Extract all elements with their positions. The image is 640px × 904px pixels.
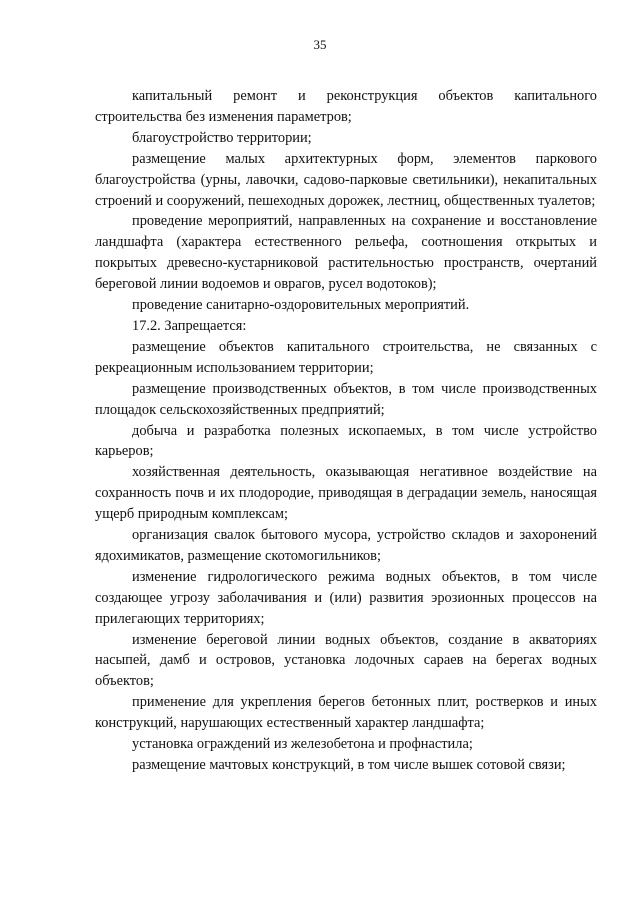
- paragraph: размещение мачтовых конструкций, в том числе вышек сотовой связи;: [132, 757, 566, 773]
- paragraph: применение для укрепления берегов бетонных плит, ростверков и иных конструкций, нарушающих естественный характер ландшафта;: [95, 694, 597, 732]
- paragraph: добыча и разработка полезных ископаемых, в том числе устройство карьеров;: [95, 422, 597, 460]
- paragraph: организация свалок бытового мусора, устройство складов и захоронений ядохимикатов, размещение скотомогильников;: [95, 527, 597, 564]
- paragraph: капитальный ремонт и реконструкция объектов капитального строительства без изменения параметров;: [95, 88, 597, 125]
- section-heading: 17.2. Запрещается:: [132, 317, 247, 334]
- paragraph: размещение объектов капитального строительства, не связанных с рекреационным использованием территории;: [95, 338, 597, 376]
- paragraph: благоустройство территории;: [132, 129, 312, 146]
- paragraph: установка ограждений из железобетона и профнастила;: [132, 736, 473, 753]
- paragraph: размещение малых архитектурных форм, элементов паркового благоустройства (урны, лавочки, садово-парковые светильники), некапитальных строений и сооружений, пешеходных дорожек, лестниц, общественных туалетов;: [95, 150, 597, 209]
- paragraph: изменение гидрологического режима водных объектов, в том числе создающее угрозу заболачивания и (или) развития эрозионных процессов на прилегающих территориях;: [95, 568, 597, 627]
- paragraph: проведение мероприятий, направленных на сохранение и восстановление ландшафта (характера естественного рельефа, соотношения открытых и покрытых древесно-кустарниковой растительностью пространств, очертаний береговой линии водоемов и оврагов, русел водотоков);: [95, 213, 597, 293]
- paragraph: изменение береговой линии водных объектов, создание в акваториях насыпей, дамб и островов, установка лодочных сараев на берегах водных объектов;: [95, 631, 597, 690]
- paragraph: размещение производственных объектов, в том числе производственных площадок сельскохозяйственных предприятий;: [95, 380, 597, 418]
- document-body: [95, 86, 597, 776]
- paragraph: проведение санитарно-оздоровительных мероприятий.: [132, 297, 470, 314]
- paragraph: хозяйственная деятельность, оказывающая негативное воздействие на сохранность почв и их плодородие, приводящая в деградации земель, наносящая ущерб природным комплексам;: [95, 464, 597, 523]
- page-number: 35: [313, 37, 327, 52]
